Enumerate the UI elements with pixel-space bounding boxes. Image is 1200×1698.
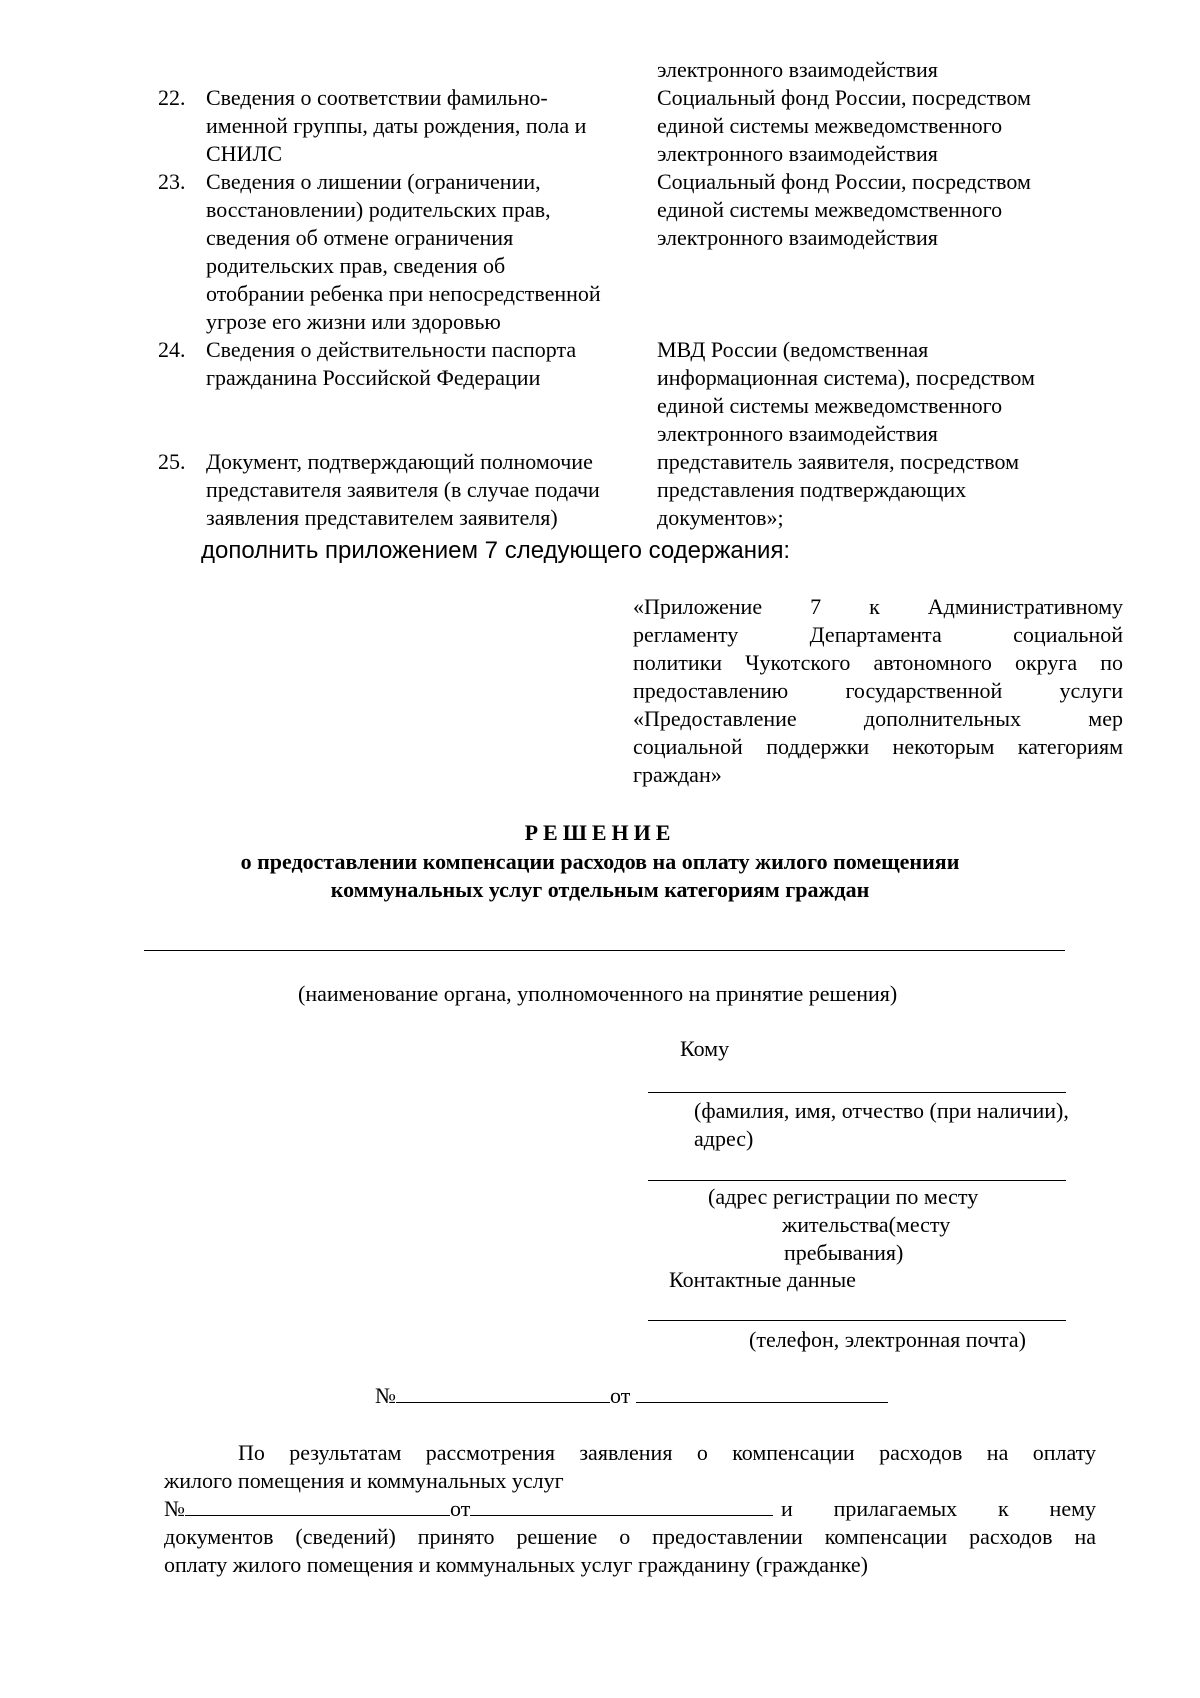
row-name-line: заявления представителем заявителя)	[206, 505, 558, 530]
body-from-label: от	[450, 1496, 471, 1521]
row-name	[206, 448, 600, 532]
row-name	[206, 336, 576, 392]
row-name-line: именной группы, даты рождения, пола и	[206, 113, 587, 138]
body-line-3-rest: и прилагаемых к нему	[781, 1496, 1096, 1521]
body-line: По результатам рассмотрения заявления о компенсации расходов на оплату	[238, 1440, 1096, 1465]
body-line: жилого помещения и коммунальных услуг	[164, 1468, 564, 1493]
body-line: оплату жилого помещения и коммунальных услуг гражданину (гражданке)	[164, 1552, 868, 1577]
fio-caption-2: адрес)	[694, 1126, 754, 1151]
row-source	[657, 336, 1035, 448]
row-name-line: Сведения о действительности паспорта	[206, 337, 577, 362]
row-source	[657, 448, 1019, 532]
row-source-line: Социальный фонд России, посредством	[657, 85, 1031, 110]
row-source-line: представления подтверждающих	[657, 477, 967, 502]
row-name-line: Документ, подтверждающий полномочие	[206, 449, 593, 474]
authority-caption: (наименование органа, уполномоченного на принятие решения)	[298, 981, 898, 1006]
recipient-fio-line[interactable]	[648, 1092, 1066, 1093]
row-name-line: гражданина Российской Федерации	[206, 365, 541, 390]
doc-number-row	[375, 1382, 888, 1410]
contacts-label: Контактные данные	[669, 1267, 856, 1292]
row-name-line: угрозе его жизни или здоровью	[206, 309, 501, 334]
supplement-line: дополнить приложением 7 следующего содержания:	[201, 537, 791, 564]
row-source-line: Социальный фонд России, посредством	[657, 169, 1031, 194]
row-source-line: МВД России (ведомственная	[657, 337, 929, 362]
date-field[interactable]	[636, 1382, 888, 1403]
appendix-line: «Предоставление дополнительных мер	[633, 706, 1123, 731]
appendix-line: регламенту Департамента социальной	[633, 622, 1123, 647]
row-source-line: электронного взаимодействия	[657, 141, 938, 166]
address-caption-1: (адрес регистрации по месту	[708, 1184, 979, 1209]
decision-subtitle-2: коммунальных услуг отдельным категориям граждан	[330, 877, 870, 902]
authority-field-line[interactable]	[144, 950, 1065, 951]
row-name	[206, 84, 586, 168]
table-continuation: электронного взаимодействия	[657, 57, 938, 82]
fio-caption-1: (фамилия, имя, отчество (при наличии),	[694, 1098, 1069, 1123]
address-caption-2: жительства(месту	[782, 1212, 951, 1237]
number-label: №	[375, 1383, 396, 1408]
row-number: 25.	[158, 449, 186, 474]
to-label: Кому	[680, 1036, 730, 1061]
row-name-line: восстановлении) родительских прав,	[206, 197, 551, 222]
row-source	[657, 168, 1031, 252]
row-source-line: документов»;	[657, 505, 784, 530]
row-name-line: родительских прав, сведения об	[206, 253, 506, 278]
row-name-line: сведения об отмене ограничения	[206, 225, 514, 250]
recipient-address-line[interactable]	[648, 1180, 1066, 1181]
appendix-header	[633, 593, 1123, 789]
application-date-field[interactable]	[470, 1495, 773, 1516]
row-name-line: представителя заявителя (в случае подачи	[206, 477, 600, 502]
appendix-line: предоставлению государственной услуги	[633, 678, 1123, 703]
contacts-caption: (телефон, электронная почта)	[749, 1327, 1026, 1352]
body-line-3	[164, 1495, 1096, 1523]
row-name	[206, 168, 601, 336]
row-source	[657, 84, 1031, 168]
row-source-line: единой системы межведомственного	[657, 393, 1003, 418]
appendix-line: граждан»	[633, 762, 722, 787]
row-source-line: единой системы межведомственного	[657, 197, 1003, 222]
row-source-line: представитель заявителя, посредством	[657, 449, 1019, 474]
body-number-label: №	[164, 1496, 185, 1521]
row-name-line: СНИЛС	[206, 141, 283, 166]
date-label: от	[610, 1383, 631, 1408]
appendix-line: политики Чукотского автономного округа по	[633, 650, 1123, 675]
body-line: документов (сведений) принято решение о предоставлении компенсации расходов на	[164, 1524, 1096, 1549]
body-paragraph	[164, 1439, 1096, 1579]
decision-subtitle-1: о предоставлении компенсации расходов на оплату жилого помещенияи	[240, 849, 960, 874]
row-name-line: отобрании ребенка при непосредственной	[206, 281, 601, 306]
row-source-line: информационная система), посредством	[657, 365, 1035, 390]
appendix-line: социальной поддержки некоторым категориям	[633, 734, 1123, 759]
appendix-line: «Приложение 7 к Административному	[633, 594, 1123, 619]
row-name-line: Сведения о соответствии фамильно-	[206, 85, 548, 110]
row-source-line: электронного взаимодействия	[657, 225, 938, 250]
decision-title: РЕШЕНИЕ	[524, 820, 676, 845]
row-name-line: Сведения о лишении (ограничении,	[206, 169, 541, 194]
row-number: 23.	[158, 169, 186, 194]
contacts-line[interactable]	[648, 1320, 1066, 1321]
number-field[interactable]	[396, 1382, 610, 1403]
row-number: 24.	[158, 337, 186, 362]
row-source-line: единой системы межведомственного	[657, 113, 1003, 138]
row-source-line: электронного взаимодействия	[657, 421, 938, 446]
address-caption-3: пребывания)	[784, 1240, 904, 1265]
row-number: 22.	[158, 85, 186, 110]
application-number-field[interactable]	[185, 1495, 450, 1516]
